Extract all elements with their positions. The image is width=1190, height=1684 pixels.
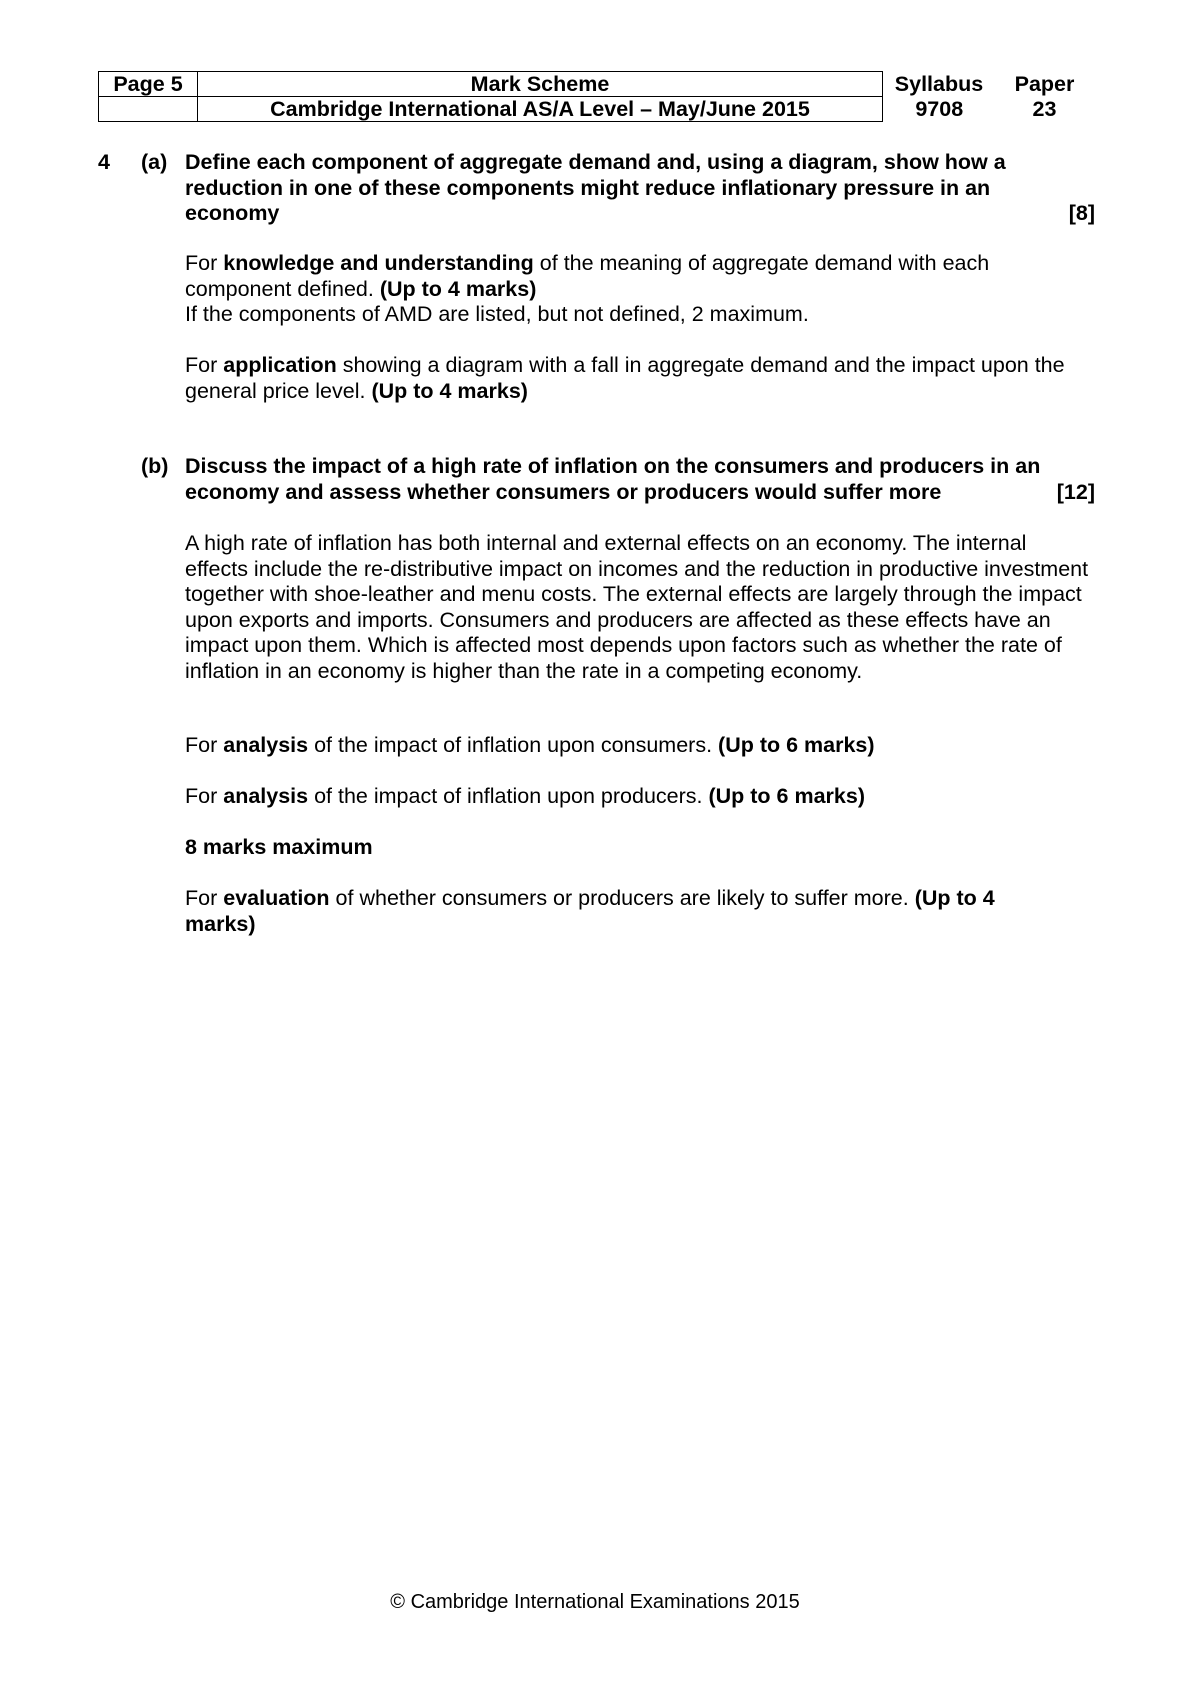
question-number: 4: [98, 150, 110, 174]
guidance-text: For: [185, 353, 224, 377]
marks-maximum-note: 8 marks maximum: [185, 835, 373, 859]
guidance-text: of the meaning of aggregate demand with each component defined.: [185, 251, 990, 301]
guidance-keyword: knowledge and understanding: [223, 251, 534, 275]
guidance-marks: (Up to 6 marks): [708, 784, 865, 808]
guidance-text: For: [185, 784, 224, 808]
guidance-keyword: evaluation: [223, 886, 330, 910]
guidance-keyword: analysis: [223, 733, 309, 757]
part-b-paragraph: [185, 531, 1090, 684]
guidance-keyword: application: [223, 353, 337, 377]
guidance-marks: (Up to 4 marks): [185, 886, 995, 936]
guidance-text: For: [185, 251, 224, 275]
guidance-text: For: [185, 733, 224, 757]
part-a-question-line: reduction in one of these components might reduce inflationary pressure in an: [185, 175, 991, 200]
guidance-text: For: [185, 886, 224, 910]
evaluation-guidance: [185, 886, 1035, 937]
paper-value: 23: [1032, 97, 1057, 121]
part-a-question-line: [185, 201, 1095, 227]
part-a-question-line: Define each component of aggregate demand and, using a diagram, show how a: [185, 150, 1006, 174]
guidance-text: showing a diagram with a fall in aggregate demand and the impact upon the general price level.: [185, 353, 1065, 403]
part-a-marks: [8]: [1068, 201, 1095, 225]
part-b-question: [185, 454, 1095, 505]
part-a-question-line-text: economy: [185, 201, 280, 225]
part-b-question-line-text: economy and assess whether consumers or producers would suffer more: [185, 479, 942, 504]
paper-label: Paper: [1014, 72, 1075, 96]
part-a-guidance-knowledge: [185, 251, 1095, 328]
part-b-marks: [12]: [1056, 479, 1095, 504]
guidance-text: of whether consumers or producers are likely to suffer more.: [329, 886, 915, 910]
guidance-keyword: analysis: [223, 784, 309, 808]
document-title: Mark Scheme: [198, 72, 883, 97]
part-a-guidance-application: [185, 353, 1095, 404]
syllabus-label: Syllabus: [894, 72, 984, 96]
syllabus-value: 9708: [915, 97, 964, 121]
part-a-question: [185, 150, 1095, 227]
document-subtitle: Cambridge International AS/A Level – May/June 2015: [198, 97, 883, 122]
guidance-text: of the impact of inflation upon consumers.: [308, 733, 719, 757]
part-b-question-line: Discuss the impact of a high rate of inflation on the consumers and producers in an: [185, 454, 1041, 478]
guidance-marks: (Up to 6 marks): [718, 733, 875, 757]
guidance-text: of the impact of inflation upon producers.: [308, 784, 709, 808]
guidance-marks: (Up to 4 marks): [379, 276, 537, 301]
copyright-footer: © Cambridge International Examinations 2015: [390, 1591, 800, 1613]
header-table: [98, 71, 1094, 122]
guidance-note: If the components of AMD are listed, but not defined, 2 maximum.: [185, 302, 809, 326]
part-b-label: (b): [141, 454, 169, 478]
analysis-producers: [185, 784, 1095, 810]
page-number-blank: [99, 97, 198, 122]
part-a-label: (a): [141, 150, 168, 174]
inflation-paragraph: A high rate of inflation has both internal and external effects on an economy. The internal effects include the re-distributive impact on incomes and the reduction in productive investment together with shoe-leather and menu costs. The external effects are largely through the impact upon exports and imports. Consumers and producers are affected as these effects have an impact upon them. Which is affected most depends upon factors such as whether the rate of inflation in an economy is higher than the rate in a competing economy.: [185, 531, 1089, 683]
guidance-marks: (Up to 4 marks): [371, 378, 528, 403]
part-b-question-line: [185, 480, 1095, 506]
page-number: Page 5: [99, 72, 198, 97]
analysis-consumers: [185, 733, 1095, 759]
